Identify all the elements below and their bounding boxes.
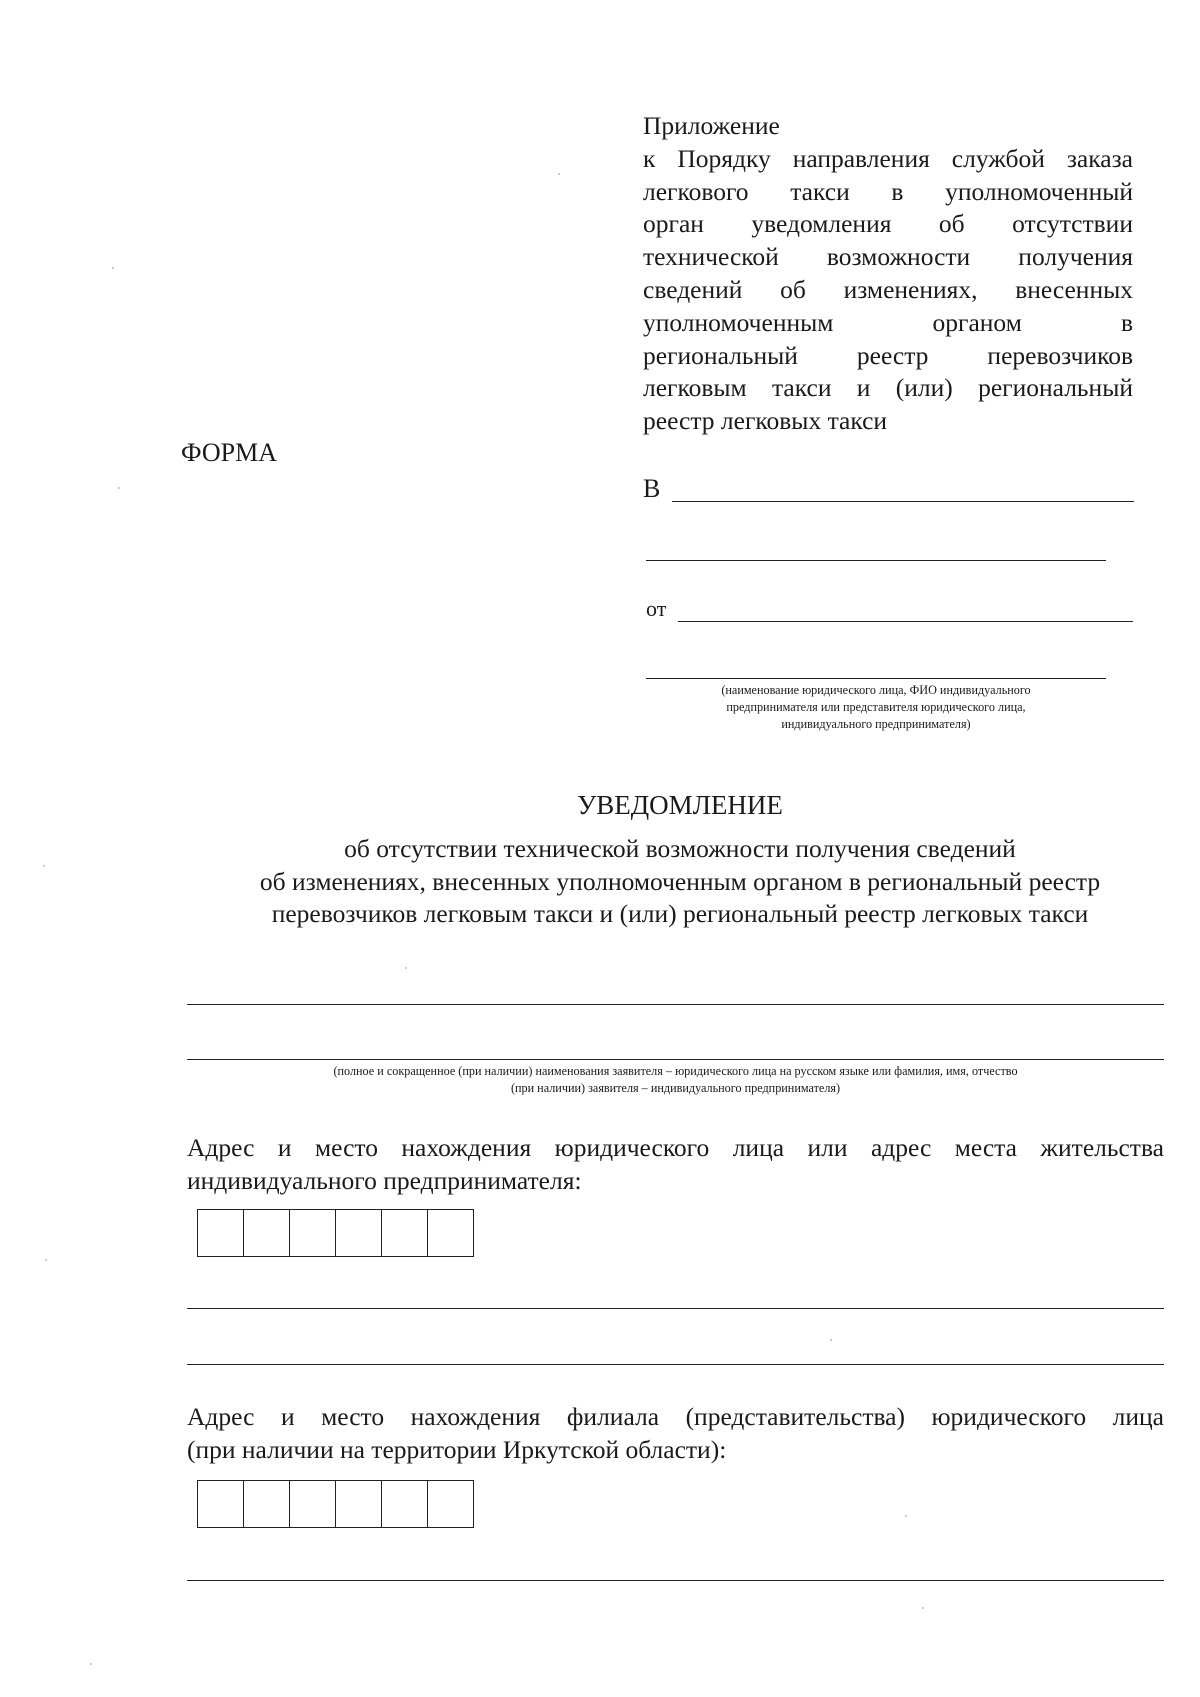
legal-address-line[interactable] [187, 1308, 1164, 1309]
appendix-line: к Порядку направления службой заказа [643, 143, 1133, 173]
postal-code-cell[interactable] [382, 1481, 428, 1527]
scan-speck [905, 1515, 907, 1517]
applicant-caption: (полное и сокращенное (при наличии) наименования заявителя – юридического лица на русском языке или фамилия, имя, отчество (при наличии) заявителя – индивидуального предпринимателя) [333, 1064, 1018, 1095]
appendix-line: технической возможности получения [643, 242, 1133, 272]
sender-from-label: от [646, 596, 667, 621]
branch-postal-code-cells [197, 1480, 474, 1528]
form-label: ФОРМА [181, 438, 277, 467]
sender-from-line-2[interactable] [646, 678, 1106, 679]
postal-code-cell[interactable] [290, 1481, 336, 1527]
sender-from-line[interactable] [678, 621, 1133, 622]
sender-caption: (наименование юридического лица, ФИО индивидуального предпринимателя или представителя юридического лица, индивидуального предпринимателя) [721, 683, 1031, 731]
recipient-to-line[interactable] [672, 501, 1134, 502]
scan-speck [112, 267, 114, 269]
postal-code-cell[interactable] [336, 1481, 382, 1527]
applicant-name-line-2[interactable] [187, 1059, 1164, 1060]
appendix-line: реестр легковых такси [643, 406, 888, 436]
scan-speck [830, 1339, 832, 1341]
postal-code-cell[interactable] [428, 1481, 473, 1527]
branch-address-label: Адрес и место нахождения филиала (представительства) юридического лица (при наличии на территории Иркутской области): [187, 1402, 1164, 1464]
appendix-line: сведений об изменениях, внесенных [643, 274, 1133, 304]
postal-code-cell[interactable] [244, 1210, 290, 1256]
scan-speck [922, 1607, 924, 1609]
postal-code-cell[interactable] [290, 1210, 336, 1256]
notice-subtitle: об отсутствии технической возможности получения сведений об изменениях, внесенных уполномоченным органом в региональный реестр перевозчиков легковым такси и (или) региональный реестр легковых такси [259, 834, 1101, 928]
appendix-line: региональный реестр перевозчиков [643, 340, 1133, 370]
notice-title: УВЕДОМЛЕНИЕ [577, 790, 783, 820]
legal-address-label: Адрес и место нахождения юридического лица или адрес места жительства индивидуального предпринимателя: [187, 1133, 1164, 1195]
scan-speck [45, 1259, 47, 1261]
recipient-to-label: В [643, 474, 661, 503]
scan-speck [558, 173, 560, 175]
postal-code-cell[interactable] [428, 1210, 473, 1256]
scan-speck [43, 865, 45, 867]
branch-address-line[interactable] [187, 1580, 1164, 1581]
scan-speck [90, 1663, 92, 1665]
postal-code-cell[interactable] [244, 1481, 290, 1527]
appendix-line: уполномоченным органом в [643, 307, 1133, 337]
appendix-line: легкового такси в уполномоченный [643, 176, 1133, 206]
legal-address-line-2[interactable] [187, 1364, 1164, 1365]
applicant-name-line[interactable] [187, 1004, 1164, 1005]
appendix-line: легковым такси и (или) региональный [643, 373, 1133, 403]
postal-code-cell[interactable] [336, 1210, 382, 1256]
appendix-line: Приложение [643, 111, 780, 140]
recipient-to-line-2[interactable] [646, 560, 1106, 561]
legal-postal-code-cells [197, 1209, 474, 1257]
postal-code-cell[interactable] [198, 1481, 244, 1527]
postal-code-cell[interactable] [198, 1210, 244, 1256]
appendix-line: орган уведомления об отсутствии [643, 209, 1133, 239]
postal-code-cell[interactable] [382, 1210, 428, 1256]
appendix-header [643, 110, 1133, 438]
scan-speck [118, 487, 120, 489]
scan-speck [405, 967, 407, 969]
